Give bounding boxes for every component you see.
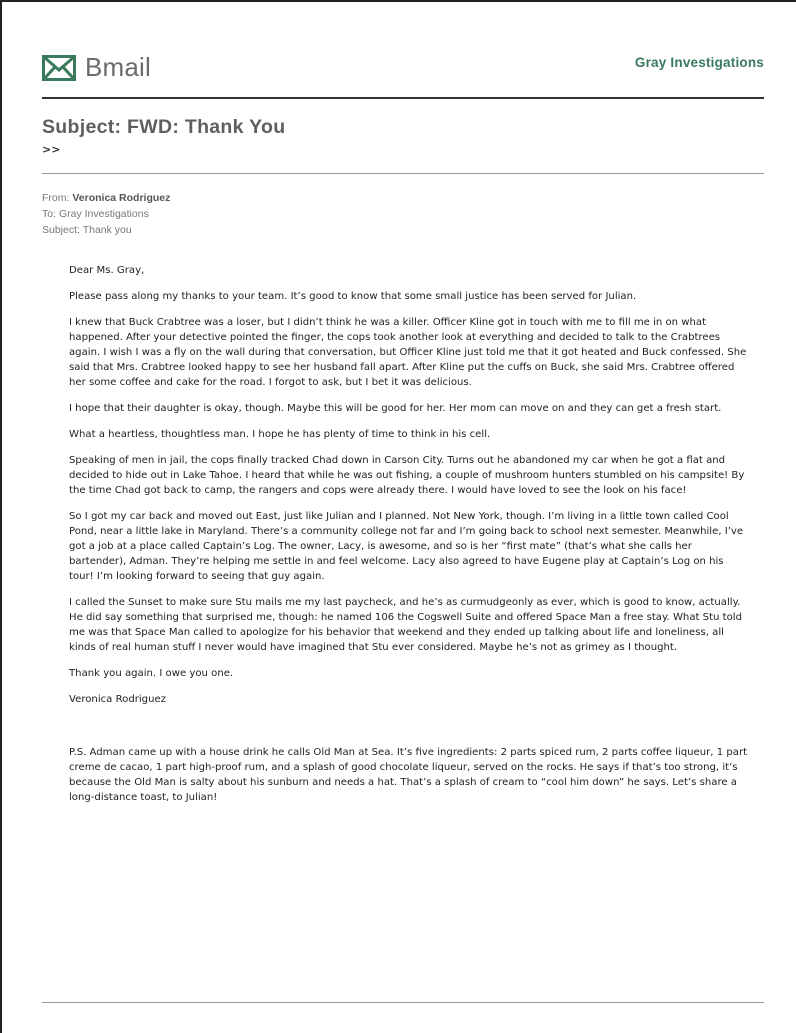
subject-divider <box>42 173 764 174</box>
letter-paragraph: I hope that their daughter is okay, though. Maybe this will be good for her. Her mom can move on and they can get a fresh start. <box>69 403 722 414</box>
email-subject-title: Subject: FWD: Thank You <box>42 116 286 138</box>
letter-body <box>69 263 749 816</box>
to-value[interactable]: Gray Investigations <box>58 208 149 220</box>
letter-paragraph: What a heartless, thoughtless man. I hope he has plenty of time to think in his cell. <box>69 429 491 440</box>
letter-paragraph: I knew that Buck Crabtree was a loser, but I didn’t think he was a killer. Officer Kline got in touch with me to fill me in on what happened. After your detective pointed the finger, the cops took another look at everything and decided to talk to the Crabtrees again. I wish I was a fly on the wall during that conversation, but Officer Kline just told me that it got heated and Buck confessed. She said that Mrs. Crabtree looked happy to see her husband fall apart. After Kline put the cuffs on Buck, she said Mrs. Crabtree offered her some coffee and cake for the road. I forgot to ask, but I bet it was delicious. <box>69 317 747 388</box>
letter-postscript: P.S. Adman came up with a house drink he calls Old Man at Sea. It’s five ingredients: 2 parts spiced rum, 2 parts coffee liqueur, 1 part creme de cacao, 1 part high-proof rum, and a splash of good chocolate liqueur, served on the rocks. He says if that’s too strong, it’s because the Old Man is salty about his sunburn and needs a hat. That’s a splash of cream to “cool him down” he says. Let’s share a long-distance toast, to Julian! <box>69 747 748 803</box>
letter-signature: Veronica Rodriguez <box>69 694 166 705</box>
from-value[interactable]: Veronica Rodriguez <box>72 192 171 204</box>
envelope-icon <box>42 55 76 81</box>
subject-line <box>42 222 170 238</box>
forward-marker: >> <box>42 143 61 156</box>
letter-paragraph: I called the Sunset to make sure Stu mails me my last paycheck, and he’s as curmudgeonly as ever, which is good to know, actually. He did say something that surprised me, though: he named 106 the Cogswell Suite and offered Space Man a free stay. What Stu told me was that Space Man called to apologize for his behavior that weekend and they ended up talking about life and loneliness, all kinds of real human stuff I never would have imagined that Stu ever considered. Maybe he’s not as grimey as I thought. <box>69 597 742 653</box>
letter-paragraph: So I got my car back and moved out East, just like Julian and I planned. Not New York, though. I’m living in a little town called Cool Pond, near a little lake in Maryland. There’s a community college not far and I’m going back to school next semester. Meanwhile, I’ve got a job at a place called Captain’s Log. The owner, Lacy, is awesome, and so is her “first mate” (that’s what she calls her bartender), Adman. They’re helping me settle in and feel welcome. Lacy also agreed to have Eugene play at Captain’s Log on his tour! I’m looking forward to seeing that guy again. <box>69 511 744 582</box>
bmail-logo[interactable] <box>42 52 151 83</box>
letter-paragraph: Please pass along my thanks to your team. It’s good to know that some small justice has been served for Julian. <box>69 291 637 302</box>
page-header <box>42 50 764 84</box>
brand-name: Gray Investigations <box>634 55 764 70</box>
header-divider <box>42 97 764 99</box>
letter-paragraph: Thank you again. I owe you one. <box>69 668 234 679</box>
logo-text: Bmail <box>85 52 152 82</box>
to-label: To: <box>42 208 57 220</box>
footer-divider <box>42 1002 764 1003</box>
subject-label: Subject: <box>42 224 80 236</box>
to-line <box>42 206 170 222</box>
subject-value: Thank you <box>82 224 132 236</box>
email-meta <box>42 190 170 238</box>
from-line <box>42 190 170 206</box>
from-label: From: <box>42 192 70 204</box>
letter-greeting: Dear Ms. Gray, <box>69 265 145 276</box>
letter-paragraph: Speaking of men in jail, the cops finally tracked Chad down in Carson City. Turns out he abandoned my car when he got a flat and decided to hide out in Lake Tahoe. I heard that while he was out fishing, a couple of mushroom hunters stumbled on his campsite! By the time Chad got back to camp, the rangers and cops were already there. I would have loved to see the look on his face! <box>69 455 745 496</box>
